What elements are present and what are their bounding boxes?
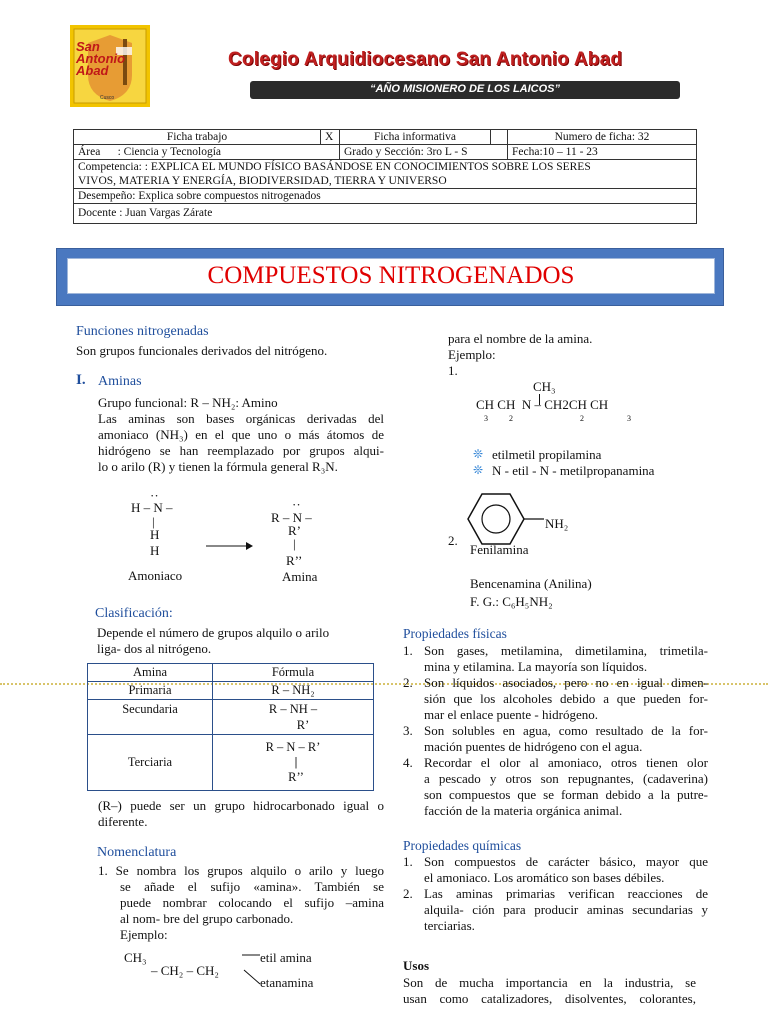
formula-line: R – NH – xyxy=(268,702,318,716)
snowflake-bullet-icon: ❊ xyxy=(473,447,484,461)
list-item xyxy=(403,854,708,886)
lone-pair-dots: ·· xyxy=(150,488,159,503)
ejemplo-label: Ejemplo: xyxy=(448,347,496,362)
formula-line: R – N – R’ xyxy=(265,740,321,754)
list-line: Son gases, metilamina, dimetilamina, trimetila- xyxy=(424,643,708,658)
school-name: Colegio Arquidiocesano San Antonio Abad xyxy=(228,49,623,70)
aminas-number: I. xyxy=(76,372,86,388)
list-item xyxy=(403,886,708,934)
subscript: 3 xyxy=(484,414,488,423)
aminas-paragraph xyxy=(98,411,384,475)
competencia-line: VIVOS, MATERIA Y ENERGÍA, BIODIVERSIDAD, TIERRA Y UNIVERSO xyxy=(78,175,447,187)
list-item xyxy=(403,643,708,675)
table-header: Amina xyxy=(88,664,213,682)
list-number: 2. xyxy=(403,886,413,901)
school-logo xyxy=(70,25,150,107)
list-line: Son solubles en agua, como resultado de la for- xyxy=(424,723,708,738)
table-cell: Primaria xyxy=(88,682,213,700)
list-line: facción de la materia orgánica animal. xyxy=(424,803,623,818)
list-line: mina y etilamina. La mayoría son líquidos. xyxy=(424,659,648,674)
list-line: son compuestos que se forman debido a la putre- xyxy=(424,787,708,802)
list-item: puede nombrar colocando el sufijo –amina xyxy=(120,895,384,910)
bencenamina: Bencenamina (Anilina) xyxy=(470,576,592,591)
reaction-arrow xyxy=(206,541,254,551)
paragraph-line: Son de mucha importancia en la industria, se xyxy=(403,975,696,990)
amine-chain: CH CH N – CH2CH CH xyxy=(476,397,609,412)
logo-text-line: San xyxy=(76,39,100,54)
ficha-mark: X xyxy=(321,130,340,145)
grado-seccion: Grado y Sección: 3ro L - S xyxy=(340,145,508,160)
amoniaco-row3: H xyxy=(150,543,160,558)
list-item xyxy=(403,723,708,755)
example-chain: – CH₂ – CH₂ xyxy=(151,963,219,978)
paragraph-line: lo o arilo (R) y tienen la fórmula general R₃N. xyxy=(98,459,338,474)
bond-bar: | xyxy=(152,514,155,529)
list-line: terciarias. xyxy=(424,918,475,933)
nomenclatura-list xyxy=(98,863,384,943)
fecha: Fecha:10 – 11 - 23 xyxy=(508,145,697,160)
subscript: 2 xyxy=(580,414,584,423)
usos-heading: Usos xyxy=(403,958,430,973)
table-cell: Terciaria xyxy=(88,735,213,791)
amina-row2: R’ xyxy=(288,523,301,538)
paragraph-line: Depende el número de grupos alquilo o arilo xyxy=(97,625,330,640)
table-cell: R – NH₂ xyxy=(213,682,374,700)
numero-ficha: Numero de ficha: 32 xyxy=(508,130,697,145)
list-line: Son compuestos de carácter básico, mayor que xyxy=(424,854,708,869)
amoniaco-row1: H – N – xyxy=(131,500,173,515)
amina-row3: R’’ xyxy=(286,553,303,568)
amoniaco-label: Amoniaco xyxy=(128,568,183,583)
paragraph-line: (R–) puede ser un grupo hidrocarbonado igual o xyxy=(98,798,384,813)
desempeno: Desempeño: Explica sobre compuestos nitrogenados xyxy=(74,189,697,204)
list-item: 1. Se nombra los grupos alquilo o arilo y luego xyxy=(98,863,384,878)
methyl-branch: CH₃ xyxy=(533,379,556,394)
school-banner xyxy=(222,49,734,107)
paragraph-line: liga- dos al nitrógeno. xyxy=(97,641,212,656)
table-cell xyxy=(213,735,374,791)
amine-name: N - etil - N - metilpropanamina xyxy=(492,463,655,478)
list-number: 3. xyxy=(403,723,413,738)
paragraph-line: amoniaco (NH₃) en el que uno o más átomos de xyxy=(98,427,384,442)
quimicas-heading: Propiedades químicas xyxy=(403,838,522,853)
clasificacion-heading: Clasificación: xyxy=(95,606,173,621)
example-number: 1. xyxy=(448,363,458,378)
table-cell: Secundaria xyxy=(88,700,213,735)
list-item: se añade el sufijo «amina». También se xyxy=(120,879,384,894)
table-header: Fórmula xyxy=(213,664,374,682)
list-line: mar el enlace puente - hidrógeno. xyxy=(424,707,598,722)
area-label: Área xyxy=(78,146,101,158)
nh2-group: NH₂ xyxy=(545,516,569,531)
continued-text: para el nombre de la amina. xyxy=(448,331,593,346)
snowflake-bullet-icon: ❊ xyxy=(473,463,484,477)
logo-text-line: Antonio xyxy=(76,51,126,66)
info-table xyxy=(73,129,697,224)
example-name-2: etanamina xyxy=(260,975,314,990)
area-cell xyxy=(74,145,340,160)
clasificacion-text xyxy=(97,625,329,657)
fenilamina: Fenilamina xyxy=(470,542,529,557)
subscript: 3 xyxy=(627,414,631,423)
logo-text-line: Abad xyxy=(76,63,109,78)
list-number: 4. xyxy=(403,755,413,770)
ficha-informativa: Ficha informativa xyxy=(340,130,491,145)
paragraph-line: usan como catalizadores, disolventes, colorantes, xyxy=(403,991,696,1006)
aminas-heading: Aminas xyxy=(98,374,142,389)
nomenclatura-heading: Nomenclatura xyxy=(97,845,177,860)
list-line: sión que los alcoholes debido a que pueden for- xyxy=(424,691,708,706)
logo-city: Cusco xyxy=(100,95,115,101)
list-line: Recordar el olor al amoniaco, otros tienen olor xyxy=(424,755,708,770)
table-cell xyxy=(213,700,374,735)
clasificacion-table xyxy=(87,663,374,791)
example-number: 2. xyxy=(448,533,458,548)
page-title: COMPUESTOS NITROGENADOS xyxy=(67,258,715,294)
list-line: alquila- ción para producir aminas secundarias y xyxy=(424,902,708,917)
list-line: Son líquidos asociados, pero no en igual dimen- xyxy=(424,675,708,690)
list-number: 2. xyxy=(403,675,413,690)
benzene-ring-icon xyxy=(466,492,546,546)
formula-line: R’ xyxy=(296,718,310,732)
list-line: a pescado y otros son repugnantes, (cadaverina) xyxy=(424,771,708,786)
example-name-1: etil amina xyxy=(260,950,312,965)
usos-text xyxy=(403,975,696,1007)
list-number: 1. xyxy=(403,854,413,869)
list-item xyxy=(403,675,708,723)
grupo-funcional: Grupo funcional: R – NH₂: Amino xyxy=(98,395,278,410)
paragraph-line: Las aminas son bases orgánicas derivadas del xyxy=(98,411,384,426)
fisicas-heading: Propiedades físicas xyxy=(403,626,507,641)
subscript: 2 xyxy=(509,414,513,423)
formula-general: F. G.: C₆H₅NH₂ xyxy=(470,594,553,609)
area-value: : Ciencia y Tecnología xyxy=(117,146,222,158)
r-note xyxy=(98,798,384,830)
list-line: el amoniaco. Los aromático son bases débiles. xyxy=(424,870,665,885)
amina-row1: R – N – xyxy=(271,510,312,525)
amina-label: Amina xyxy=(282,569,318,584)
list-item xyxy=(403,755,708,819)
funciones-text: Son grupos funcionales derivados del nitrógeno. xyxy=(76,343,328,358)
paragraph-line: diferente. xyxy=(98,814,148,829)
competencia xyxy=(74,160,697,189)
fisicas-list xyxy=(403,643,708,819)
list-item: al nom- bre del grupo carbonado. xyxy=(120,911,294,926)
competencia-line: Competencia: : EXPLICA EL MUNDO FÍSICO BASÁNDOSE EN CONOCIMIENTOS SOBRE LOS SERES xyxy=(78,161,591,173)
lone-pair-dots: ·· xyxy=(292,497,301,512)
ejemplo-label: Ejemplo: xyxy=(120,927,168,942)
example-ch3: CH₃ xyxy=(124,950,147,965)
list-line: mación puentes de hidrógeno con el agua. xyxy=(424,739,643,754)
formula-line: R’’ xyxy=(288,770,304,784)
ficha-trabajo: Ficha trabajo xyxy=(74,130,321,145)
list-line: Las aminas primarias verifican reacciones de xyxy=(424,886,708,901)
bond-bar: | xyxy=(293,536,296,551)
school-motto: “AÑO MISIONERO DE LOS LAICOS” xyxy=(369,83,561,95)
formula-line: | xyxy=(294,755,298,769)
amine-name: etilmetil propilamina xyxy=(492,447,602,462)
amoniaco-row2: H xyxy=(150,527,160,542)
docente: Docente : Juan Vargas Zárate xyxy=(74,204,697,224)
paragraph-line: hidrógeno se han reemplazado por grupos alqui- xyxy=(98,443,384,458)
quimicas-list xyxy=(403,854,708,934)
naming-lines xyxy=(240,950,262,990)
funciones-heading: Funciones nitrogenadas xyxy=(76,324,209,339)
list-number: 1. xyxy=(403,643,413,658)
